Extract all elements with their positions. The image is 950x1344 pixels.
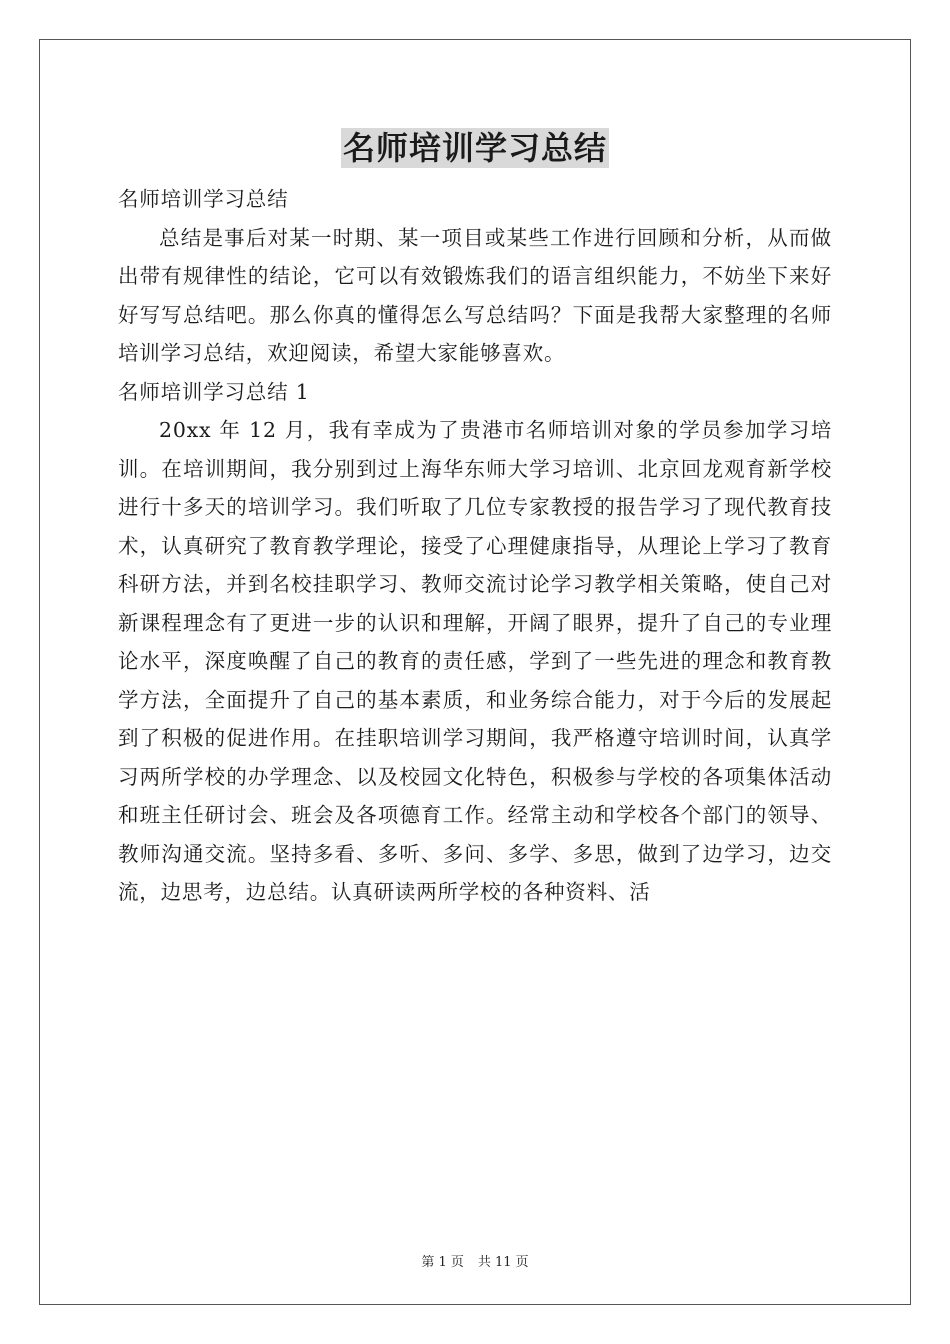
page-footer (0, 1251, 950, 1270)
document-title: 名师培训学习总结 (342, 129, 607, 167)
page-number: 第 1 页 (421, 1255, 464, 1270)
intro-paragraph: 总结是事后对某一时期、某一项目或某些工作进行回顾和分析，从而做出带有规律性的结论，它可以有效锻炼我们的语言组织能力，不妨坐下来好好写写总结吧。那么你真的懂得怎么写总结吗？下面是我帮大家整理的名师培训学习总结，欢迎阅读，希望大家能够喜欢。 (118, 225, 832, 365)
document-body (118, 180, 832, 912)
title-container (0, 128, 950, 168)
page-total: 共 11 页 (477, 1255, 529, 1270)
section-heading: 名师培训学习总结 1 (118, 379, 310, 404)
body-paragraph: 20xx 年 12 月，我有幸成为了贵港市名师培训对象的学员参加学习培训。在培训期间，我分别到过上海华东师大学习培训、北京回龙观育新学校进行十多天的培训学习。我们听取了几位专家教授的报告学习了现代教育技术，认真研究了教育教学理论，接受了心理健康指导，从理论上学习了教育科研方法，并到名校挂职学习、教师交流讨论学习教学相关策略，使自己对新课程理念有了更进一步的认识和理解，开阔了眼界，提升了自己的专业理论水平，深度唤醒了自己的教育的责任感，学到了一些先进的理念和教育教学方法，全面提升了自己的基本素质，和业务综合能力，对于今后的发展起到了积极的促进作用。在挂职培训学习期间，我严格遵守培训时间，认真学习两所学校的办学理念、以及校园文化特色，积极参与学校的各项集体活动和班主任研讨会、班会及各项德育工作。经常主动和学校各个部门的领导、教师沟通交流。坚持多看、多听、多问、多学、多思，做到了边学习，边交流，边思考，边总结。认真研读两所学校的各种资料、活 (118, 418, 832, 904)
document-subtitle: 名师培训学习总结 (118, 187, 289, 211)
